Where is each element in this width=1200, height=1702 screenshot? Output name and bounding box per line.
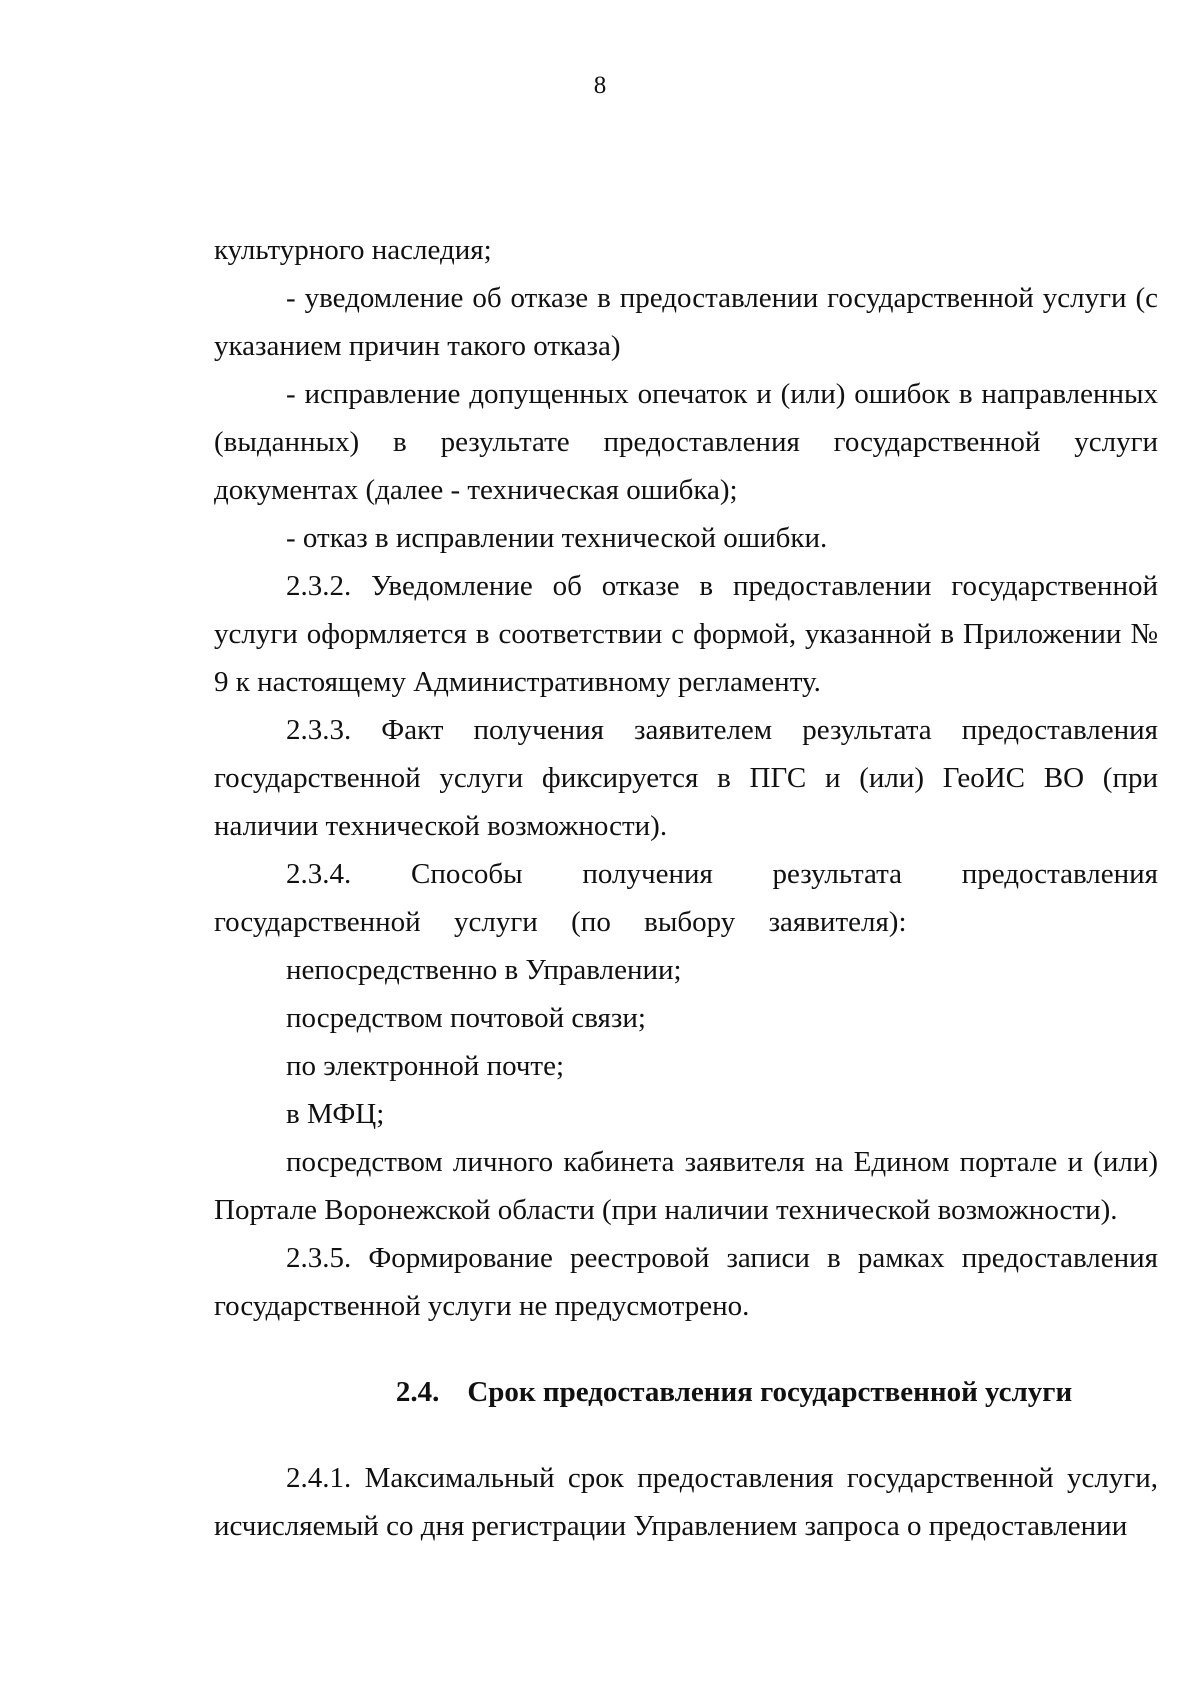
method-by-post: посредством почтовой связи; xyxy=(286,1002,646,1034)
page-number: 8 xyxy=(593,72,607,99)
paragraph-continuation: культурного наследия; xyxy=(214,234,492,266)
clause-2-3-2: 2.3.2. Уведомление об отказе в предоставлении государственной услуги оформляется в соответствии с формой, указанной в Приложении № 9 к настоящему Административному регламенту. xyxy=(214,570,1158,698)
clause-2-4-1: 2.4.1. Максимальный срок предоставления государственной услуги, исчисляемый со дня регистрации Управлением запроса о предоставлении xyxy=(214,1462,1158,1542)
section-heading xyxy=(214,1368,1158,1416)
clause-2-3-5: 2.3.5. Формирование реестровой записи в рамках предоставления государственной услуги не предусмотрено. xyxy=(214,1242,1158,1322)
clause-2-3-4: 2.3.4. Способы получения результата предоставления государственной услуги (по выбору заявителя): xyxy=(214,858,1158,938)
list-item-correction-refusal: - отказ в исправлении технической ошибки. xyxy=(286,522,828,554)
document-body xyxy=(214,226,1158,1550)
method-in-office: непосредственно в Управлении; xyxy=(286,954,682,986)
method-mfc: в МФЦ; xyxy=(286,1098,385,1130)
list-item-refusal-notice: - уведомление об отказе в предоставлении государственной услуги (с указанием причин такого отказа) xyxy=(214,282,1158,362)
method-by-email: по электронной почте; xyxy=(286,1050,565,1082)
list-item-typo-correction: - исправление допущенных опечаток и (или) ошибок в направленных (выданных) в результате предоставления государственной услуги документах (далее - техническая ошибка); xyxy=(214,378,1158,506)
section-heading-number: 2.4. xyxy=(395,1376,440,1408)
clause-2-3-3: 2.3.3. Факт получения заявителем результата предоставления государственной услуги фиксируется в ПГС и (или) ГеоИС ВО (при наличии технической возможности). xyxy=(214,714,1158,842)
method-personal-cabinet: посредством личного кабинета заявителя на Едином портале и (или) Портале Воронежской области (при наличии технической возможности). xyxy=(214,1146,1158,1226)
section-heading-title: Срок предоставления государственной услуги xyxy=(467,1376,1073,1408)
